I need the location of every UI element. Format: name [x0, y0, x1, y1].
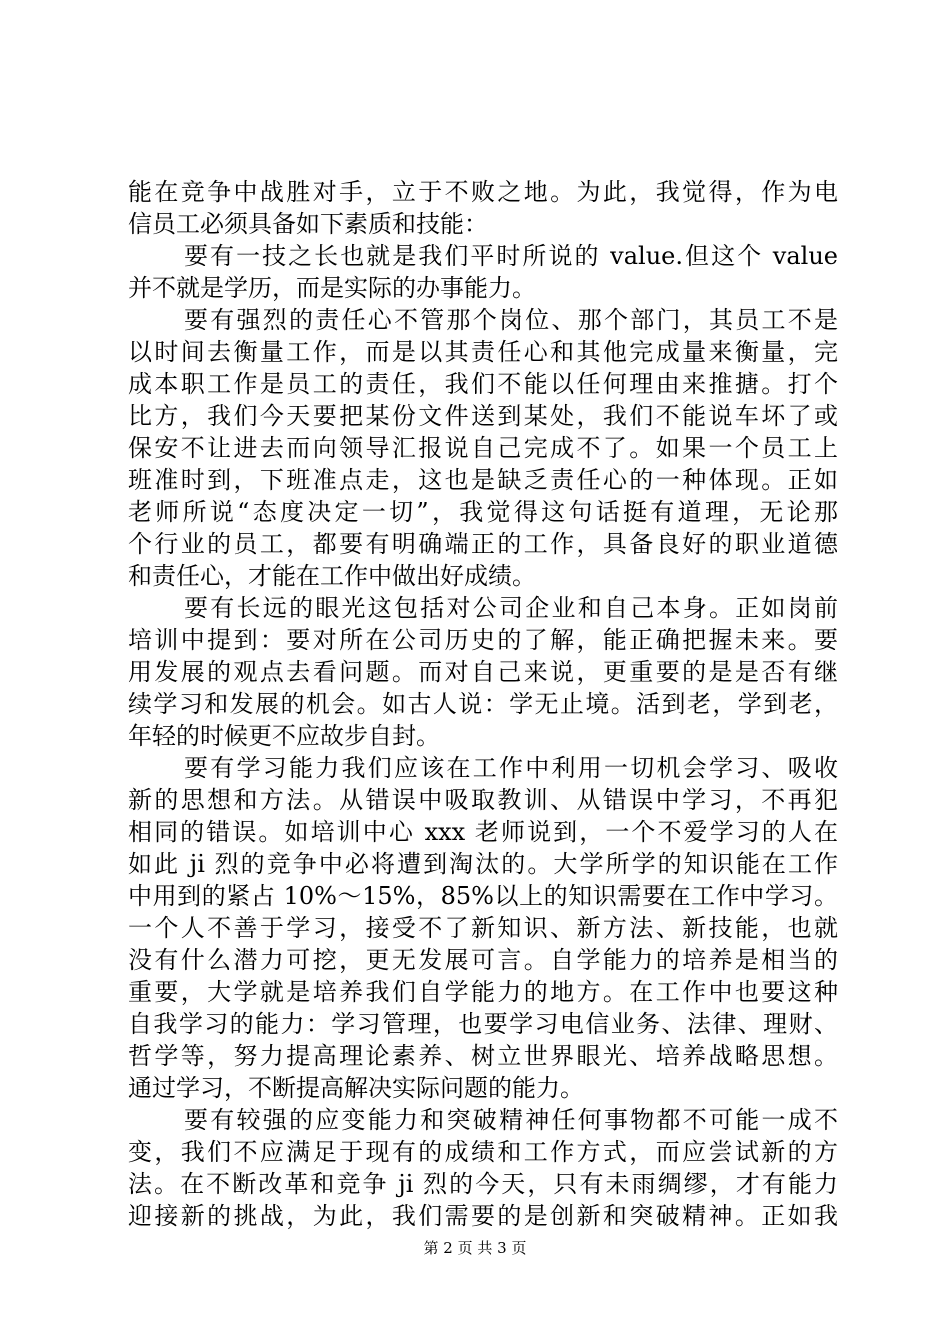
text-line: 并不就是学历，而是实际的办事能力。: [128, 274, 536, 302]
text-line: 变，我们不应满足于现有的成绩和工作方式，而应尝试新的方: [128, 1138, 838, 1166]
text-line: 新的思想和方法。从错误中吸取教训、从错误中学习，不再犯: [128, 786, 838, 814]
text-line: 通过学习，不断提高解决实际问题的能力。: [128, 1074, 584, 1102]
text-line: 一个人不善于学习，接受不了新知识、新方法、新技能，也就: [128, 914, 838, 942]
text-line: 用发展的观点去看问题。而对自己来说，更重要的是是否有继: [128, 658, 838, 686]
paragraph: [128, 176, 838, 240]
text-line: 如此 ji 烈的竞争中必将遭到淘汰的。大学所学的知识能在工作: [128, 850, 838, 878]
text-line: 比方，我们今天要把某份文件送到某处，我们不能说车坏了或: [128, 402, 838, 430]
text-line: 老师所说“态度决定一切”，我觉得这句话挺有道理，无论那: [128, 498, 838, 526]
text-line: 重要，大学就是培养我们自学能力的地方。在工作中也要这种: [128, 978, 838, 1006]
text-line: 要有较强的应变能力和突破精神任何事物都不可能一成不: [184, 1106, 838, 1134]
text-line: 中用到的紧占 10%～15%，85%以上的知识需要在工作中学习。: [128, 882, 838, 910]
paragraph: [128, 752, 838, 1104]
paragraph: [128, 304, 838, 592]
paragraph: [128, 592, 838, 752]
text-line: 续学习和发展的机会。如古人说：学无止境。活到老，学到老，: [128, 690, 838, 718]
paragraph: [128, 1104, 838, 1232]
document-body: [128, 176, 838, 1232]
text-line: 要有强烈的责任心不管那个岗位、那个部门，其员工不是: [184, 306, 838, 334]
text-line: 以时间去衡量工作，而是以其责任心和其他完成量来衡量，完: [128, 338, 838, 366]
text-line: 信员工必须具备如下素质和技能：: [128, 210, 488, 238]
text-line: 没有什么潜力可挖，更无发展可言。自学能力的培养是相当的: [128, 946, 838, 974]
text-line: 班准时到，下班准点走，这也是缺乏责任心的一种体现。正如: [128, 466, 838, 494]
text-line: 成本职工作是员工的责任，我们不能以任何理由来推搪。打个: [128, 370, 838, 398]
text-line: 要有长远的眼光这包括对公司企业和自己本身。正如岗前: [184, 594, 838, 622]
text-line: 个行业的员工，都要有明确端正的工作，具备良好的职业道德: [128, 530, 838, 558]
text-line: 要有一技之长也就是我们平时所说的 value.但这个 value: [184, 242, 838, 270]
text-line: 年轻的时候更不应故步自封。: [128, 722, 440, 750]
text-line: 要有学习能力我们应该在工作中利用一切机会学习、吸收: [184, 754, 838, 782]
page-footer: 第 2 页 共 3 页: [423, 1239, 527, 1257]
text-line: 自我学习的能力：学习管理，也要学习电信业务、法律、理财、: [128, 1010, 838, 1038]
paragraph: [128, 240, 838, 304]
text-line: 培训中提到：要对所在公司历史的了解，能正确把握未来。要: [128, 626, 838, 654]
text-line: 法。在不断改革和竞争 ji 烈的今天，只有未雨绸缪，才有能力: [128, 1170, 838, 1198]
text-line: 保安不让进去而向领导汇报说自己完成不了。如果一个员工上: [128, 434, 838, 462]
text-line: 和责任心，才能在工作中做出好成绩。: [128, 562, 536, 590]
text-line: 迎接新的挑战，为此，我们需要的是创新和突破精神。正如我: [128, 1202, 838, 1230]
text-line: 哲学等，努力提高理论素养、树立世界眼光、培养战略思想。: [128, 1042, 838, 1070]
text-line: 相同的错误。如培训中心 xxx 老师说到，一个不爱学习的人在: [128, 818, 838, 846]
text-line: 能在竞争中战胜对手，立于不败之地。为此，我觉得，作为电: [128, 178, 838, 206]
